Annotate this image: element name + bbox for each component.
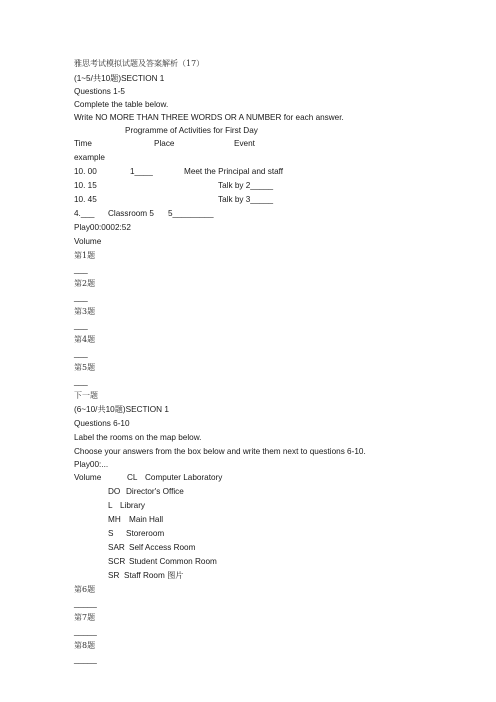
- answer-label-8: 第8题: [74, 641, 96, 650]
- room-name: Self Access Room: [129, 543, 196, 552]
- row4-event[interactable]: 5_________: [168, 209, 214, 218]
- answer-blank-1[interactable]: ___: [74, 265, 88, 274]
- answer-blank-4[interactable]: ___: [74, 349, 88, 358]
- room-name: Director's Office: [126, 487, 184, 496]
- row3-event[interactable]: Talk by 3_____: [218, 195, 274, 204]
- row1-place[interactable]: 1____: [130, 167, 153, 176]
- col-time: Time: [74, 139, 92, 148]
- room-name: Main Hall: [129, 515, 164, 524]
- room-code: S: [108, 529, 114, 538]
- row4-place: Classroom 5: [108, 209, 154, 218]
- answer-label-7: 第7题: [74, 613, 96, 622]
- section2-header: (6~10/共10题)SECTION 1: [74, 405, 169, 414]
- row1-time: 10. 00: [74, 167, 97, 176]
- section1-header: (1~5/共10题)SECTION 1: [74, 74, 165, 83]
- section1-questions-range: Questions 1-5: [74, 87, 125, 96]
- section2-instruction-1: Label the rooms on the map below.: [74, 433, 202, 442]
- room-name: Staff Room 图片: [124, 571, 184, 580]
- section1-instruction-1: Complete the table below.: [74, 100, 169, 109]
- room-code: CL: [127, 473, 138, 482]
- next-question-link[interactable]: 下一题: [74, 391, 98, 400]
- example-label: example: [74, 153, 105, 162]
- row2-event[interactable]: Talk by 2_____: [218, 181, 274, 190]
- answer-blank-3[interactable]: ___: [74, 321, 88, 330]
- answer-label-4: 第4题: [74, 335, 96, 344]
- room-name: Library: [120, 501, 146, 510]
- row3-time: 10. 45: [74, 195, 97, 204]
- answer-label-6: 第6题: [74, 585, 96, 594]
- answer-label-1: 第1题: [74, 251, 96, 260]
- row4-time[interactable]: 4.___: [74, 209, 95, 218]
- audio-play-button[interactable]: Play00:0002:52: [74, 223, 131, 232]
- audio-volume-control[interactable]: Volume: [74, 237, 102, 246]
- section1-instruction-2: Write NO MORE THAN THREE WORDS OR A NUMBER for each answer.: [74, 113, 344, 122]
- table-title: Programme of Activities for First Day: [125, 126, 258, 135]
- room-code: SR: [108, 571, 120, 580]
- document-title: 雅思考试模拟试题及答案解析（17）: [74, 59, 205, 68]
- section2-questions-range: Questions 6-10: [74, 419, 130, 428]
- answer-blank-5[interactable]: ___: [74, 377, 88, 386]
- col-place: Place: [154, 139, 175, 148]
- room-name: Storeroom: [126, 529, 165, 538]
- room-code: L: [108, 501, 113, 510]
- row1-event: Meet the Principal and staff: [184, 167, 284, 176]
- room-name: Student Common Room: [129, 557, 217, 566]
- room-code: MH: [108, 515, 121, 524]
- col-event: Event: [234, 139, 255, 148]
- answer-blank-7[interactable]: _____: [74, 627, 97, 636]
- row2-time: 10. 15: [74, 181, 97, 190]
- section2-instruction-2: Choose your answers from the box below and write them next to questions 6-10.: [74, 447, 366, 456]
- answer-label-2: 第2题: [74, 279, 96, 288]
- section2-audio-volume-control[interactable]: Volume: [74, 473, 102, 482]
- answer-blank-8[interactable]: _____: [74, 655, 97, 664]
- answer-label-5: 第5题: [74, 363, 96, 372]
- room-code: SAR: [108, 543, 125, 552]
- answer-label-3: 第3题: [74, 307, 96, 316]
- room-code: DO: [108, 487, 121, 496]
- section2-audio-play-button[interactable]: Play00:...: [74, 460, 109, 469]
- answer-blank-2[interactable]: ___: [74, 293, 88, 302]
- room-name: Computer Laboratory: [145, 473, 223, 482]
- answer-blank-6[interactable]: _____: [74, 599, 97, 608]
- room-code: SCR: [108, 557, 126, 566]
